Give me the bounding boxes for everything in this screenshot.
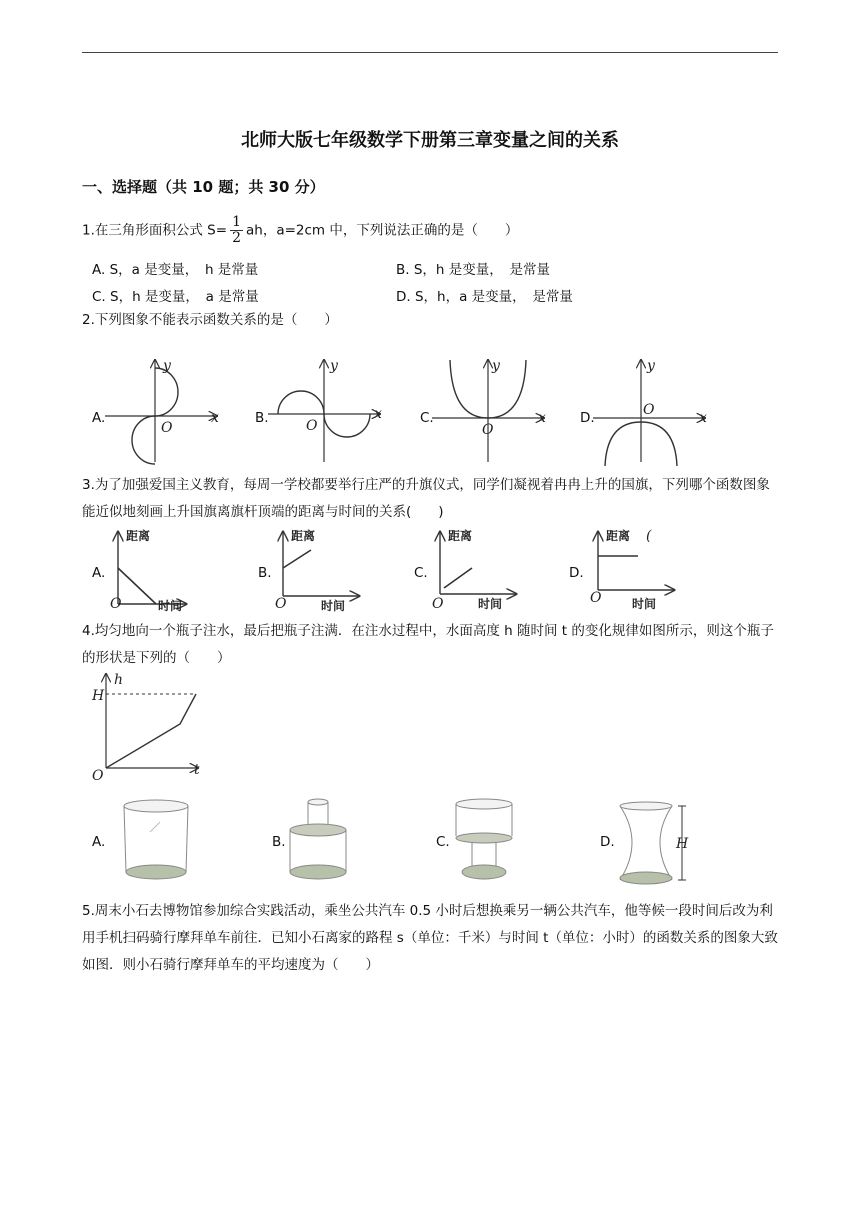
q2a-origin: O — [161, 420, 173, 436]
q3d-y-label: 距离 — [606, 529, 631, 543]
q4-bottle-b — [284, 796, 364, 888]
question-5: 5.周末小石去博物馆参加综合实践活动，乘坐公共汽车 0.5 小时后想换乘另一辆公共汽车，他等候一段时间后改为利用手机扫码骑行摩拜单车前往．已知小石离家的路程 s（单位：千米）与时间 t（单位：小时）的函数关系的图象大致如图．则小石骑行摩拜单车的平均速度为（ ） — [82, 903, 778, 973]
q2-graph-d — [593, 358, 713, 468]
q3-label-a: A. — [92, 565, 106, 581]
q1-frac-num: 1 — [232, 214, 241, 230]
q2-graph-a — [105, 358, 225, 468]
q2b-origin: O — [306, 418, 318, 434]
q3-graph-b — [275, 528, 365, 614]
q3c-x-label: 时间 — [478, 597, 503, 611]
q3a-x-label: 时间 — [158, 599, 183, 613]
q4-h-label: h — [114, 672, 124, 688]
q2c-y-label: y — [492, 358, 500, 374]
q4-bottle-d — [614, 800, 704, 890]
q3d-origin: O — [590, 590, 602, 606]
q3a-y-label: 距离 — [126, 529, 151, 543]
q2d-origin: O — [643, 402, 655, 418]
q4-t-label: t — [194, 762, 200, 778]
question-2: 2.下列图象不能表示函数关系的是（ ） — [82, 312, 338, 328]
page-title: 北师大版七年级数学下册第三章变量之间的关系 — [241, 130, 619, 151]
q2c-origin: O — [482, 422, 494, 438]
q4-origin: O — [92, 768, 104, 784]
q2d-x-label: x — [699, 410, 707, 426]
q1-option-a: A. S，a 是变量， h 是常量 — [92, 262, 259, 278]
q3-graph-a — [110, 528, 200, 614]
q1-suffix: ah，a=2cm 中，下列说法正确的是（ ） — [245, 222, 519, 239]
q3b-x-label: 时间 — [321, 599, 346, 613]
q4-bottle-c — [452, 796, 532, 888]
q2b-x-label: x — [374, 406, 382, 422]
q4-label-c: C. — [436, 834, 450, 850]
q4-water-graph — [88, 672, 218, 784]
q2-label-c: C. — [420, 410, 434, 426]
q2-label-d: D. — [580, 410, 595, 426]
q3-graph-d — [590, 528, 690, 614]
q4-label-a: A. — [92, 834, 106, 850]
q1-option-b: B. S，h 是变量， 是常量 — [396, 262, 551, 278]
header-rule — [82, 52, 778, 53]
q1-fraction — [230, 215, 243, 246]
q3-label-c: C. — [414, 565, 428, 581]
q1-prefix: 1.在三角形面积公式 S= — [82, 222, 228, 239]
q3a-origin: O — [110, 596, 122, 612]
question-3: 3.为了加强爱国主义教育，每周一学校都要举行庄严的升旗仪式，同学们凝视着冉冉上升的国旗，下列哪个函数图象能近似地刻画上升国旗离旗杆顶端的距离与时间的关系( ) — [82, 477, 770, 520]
q3c-origin: O — [432, 596, 444, 612]
q4-H-label: H — [92, 688, 105, 704]
q2a-x-label: x — [211, 410, 219, 426]
q4-bottle-a — [120, 796, 200, 888]
q3-graph-c — [432, 528, 522, 614]
q3-label-b: B. — [258, 565, 272, 581]
q3d-x-label: 时间 — [632, 597, 657, 611]
q1-option-c: C. S，h 是变量， a 是常量 — [92, 289, 259, 305]
q2d-y-label: y — [647, 358, 655, 374]
question-1 — [82, 215, 782, 246]
q2-graph-b — [268, 358, 388, 468]
question-4: 4.均匀地向一个瓶子注水，最后把瓶子注满．在注水过程中，水面高度 h 随时间 t 的变化规律如图所示，则这个瓶子的形状是下列的（ ） — [82, 623, 774, 666]
q4-label-d: D. — [600, 834, 615, 850]
q3-stray-mark: ( — [646, 528, 652, 544]
q3b-origin: O — [275, 596, 287, 612]
q3-label-d: D. — [569, 565, 584, 581]
q2-label-a: A. — [92, 410, 106, 426]
q3b-y-label: 距离 — [291, 529, 316, 543]
q4-bottle-H-label: H — [676, 836, 689, 852]
q2b-y-label: y — [330, 358, 338, 374]
q2c-x-label: x — [538, 410, 546, 426]
q2-graph-c — [432, 358, 552, 468]
section-heading: 一、选择题（共 10 题；共 30 分） — [82, 178, 325, 196]
q2-label-b: B. — [255, 410, 269, 426]
q1-frac-den: 2 — [232, 230, 241, 246]
q2a-y-label: y — [163, 358, 171, 374]
q4-label-b: B. — [272, 834, 286, 850]
q1-option-d: D. S，h，a 是变量， 是常量 — [396, 289, 573, 305]
q3c-y-label: 距离 — [448, 529, 473, 543]
